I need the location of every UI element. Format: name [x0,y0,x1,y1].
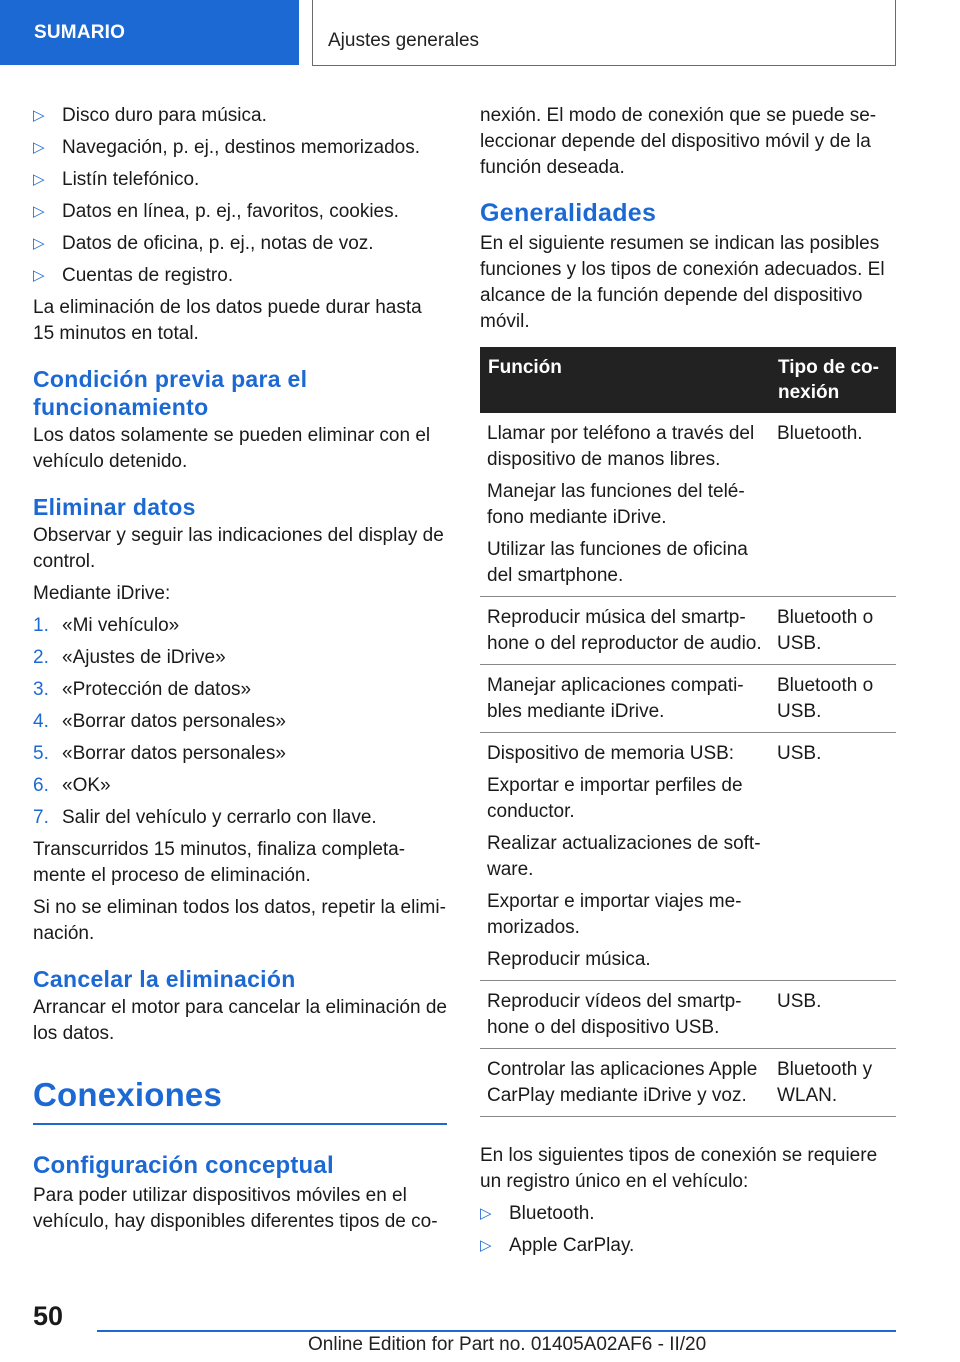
function-cell: Llamar por teléfono a través del dispositivo de manos libres. Manejar las funciones del telé-fono mediante iDrive. Utilizar las funciones de oficina del smartphone. [480,413,770,597]
heading-precondition: Condición previa para el funcionamiento [33,366,308,420]
deletion-duration-text: La eliminación de los datos puede durar hasta 15 minutos en total. [33,297,422,344]
right-column [480,103,896,1265]
step-item: 6. «OK» [33,773,447,799]
table-row [480,597,896,665]
step-item: 4. «Borrar datos personales» [33,709,447,735]
step-item: 5. «Borrar datos personales» [33,741,447,767]
steps-list [33,613,447,831]
heading-connections: Conexiones [33,1075,447,1125]
bullet-triangle-icon: ▷ [33,107,45,124]
bullet-triangle-icon: ▷ [33,267,45,284]
register-bullet-list [480,1201,896,1259]
function-cell: Dispositivo de memoria USB: Exportar e importar perfiles de conductor. Realizar actualizaciones de soft-ware. Exportar e importar viajes me-morizados. Reproducir música. [480,733,770,981]
connection-type-cell: Bluetooth y WLAN. [770,1049,896,1117]
bullet-triangle-icon: ▷ [33,235,45,252]
step-number: 2. [33,647,49,668]
step-item: 1. «Mi vehículo» [33,613,447,639]
left-column [33,103,447,1241]
bullet-triangle-icon: ▷ [33,139,45,156]
column-header-connection-type: Tipo de co-nexión [770,347,896,413]
connection-type-cell: USB. [770,981,896,1049]
edition-note: Online Edition for Part no. 01405A02AF6 - II/20 [308,1334,707,1355]
table-row [480,1049,896,1117]
list-item: ▷ Disco duro para música. [33,103,447,129]
table-row [480,981,896,1049]
list-item: ▷ Cuentas de registro. [33,263,447,289]
list-item: ▷ Datos de oficina, p. ej., notas de voz. [33,231,447,257]
connection-type-cell: Bluetooth. [770,413,896,597]
function-cell: Reproducir vídeos del smartp-hone o del dispositivo USB. [480,981,770,1049]
function-cell: Reproducir música del smartp-hone o del reproductor de audio. [480,597,770,665]
column-header-function: Función [480,347,770,413]
cancel-deletion-text: Arrancar el motor para cancelar la eliminación de los datos. [33,997,447,1044]
function-cell: Controlar las aplicaciones Apple CarPlay mediante iDrive y voz. [480,1049,770,1117]
connection-type-cell: Bluetooth o USB. [770,597,896,665]
list-item: ▷ Navegación, p. ej., destinos memorizados. [33,135,447,161]
heading-general: Generalidades [480,199,657,227]
bullet-triangle-icon: ▷ [480,1237,492,1254]
bullet-triangle-icon: ▷ [33,203,45,220]
step-item: 2. «Ajustes de iDrive» [33,645,447,671]
step-item: 3. «Protección de datos» [33,677,447,703]
page-number: 50 [33,1301,64,1331]
general-text: En el siguiente resumen se indican las posibles funciones y los tipos de conexión adecuados. El alcance de la función depende del dispositivo móvil. [480,233,885,332]
precondition-text: Los datos solamente se pueden eliminar con el vehículo detenido. [33,425,431,472]
bullet-triangle-icon: ▷ [480,1205,492,1222]
bullet-triangle-icon: ▷ [33,171,45,188]
register-text: En los siguientes tipos de conexión se requiere un registro único en el vehículo: [480,1145,878,1192]
step-number: 3. [33,679,49,700]
section-title: Ajustes generales [312,0,896,66]
repeat-deletion-text: Si no se eliminan todos los datos, repetir la elimi-nación. [33,897,446,944]
step-number: 1. [33,615,49,636]
step-number: 5. [33,743,49,764]
after-15-minutes-text: Transcurridos 15 minutos, finaliza completa-mente el proceso de eliminación. [33,839,406,886]
delete-instruction-text: Observar y seguir las indicaciones del display de control. [33,525,444,572]
list-item: ▷ Datos en línea, p. ej., favoritos, cookies. [33,199,447,225]
heading-delete-data: Eliminar datos [33,494,196,520]
summary-tab[interactable]: SUMARIO [0,0,299,65]
storage-bullet-list [33,103,447,289]
table-header-row [480,347,896,413]
connection-type-cell: USB. [770,733,896,981]
step-item: 7. Salir del vehículo y cerrarlo con llave. [33,805,447,831]
step-number: 7. [33,807,49,828]
list-item: ▷ Bluetooth. [480,1201,896,1227]
page-header [0,0,960,66]
continued-text: nexión. El modo de conexión que se puede se-leccionar depende del dispositivo móvil y de la función deseada. [480,105,877,178]
step-number: 4. [33,711,49,732]
table-row [480,733,896,981]
function-cell: Manejar aplicaciones compati-bles mediante iDrive. [480,665,770,733]
connection-table [480,347,896,1117]
via-idrive-text: Mediante iDrive: [33,583,171,604]
list-item: ▷ Apple CarPlay. [480,1233,896,1259]
step-number: 6. [33,775,49,796]
heading-concept-setup: Configuración conceptual [33,1152,334,1179]
heading-cancel-deletion: Cancelar la eliminación [33,966,296,992]
concept-text: Para poder utilizar dispositivos móviles en el vehículo, hay disponibles diferentes tipos de co- [33,1185,438,1232]
connection-type-cell: Bluetooth o USB. [770,665,896,733]
list-item: ▷ Listín telefónico. [33,167,447,193]
table-row [480,665,896,733]
table-row [480,413,896,597]
